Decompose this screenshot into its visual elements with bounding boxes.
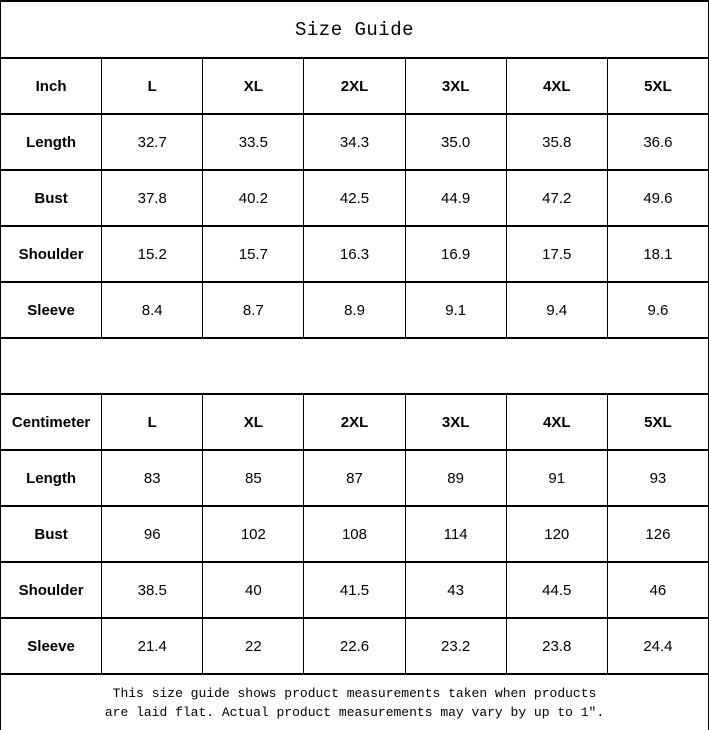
- measurement-value: 114: [405, 506, 506, 562]
- cm-unit-header: Centimeter: [1, 394, 102, 450]
- size-column-header-xl: XL: [203, 394, 304, 450]
- measurement-value: 23.8: [506, 618, 607, 674]
- measurement-value: 9.4: [506, 282, 607, 338]
- measurement-value: 126: [607, 506, 708, 562]
- measurement-value: 42.5: [304, 170, 405, 226]
- measurement-value: 9.6: [607, 282, 708, 338]
- measurement-value: 41.5: [304, 562, 405, 618]
- title-row: [1, 1, 709, 58]
- table-row-inch-shoulder: [1, 226, 709, 282]
- measurement-value: 40: [203, 562, 304, 618]
- measurement-value: 37.8: [102, 170, 203, 226]
- table-gap-row: [1, 338, 709, 394]
- measurement-value: 83: [102, 450, 203, 506]
- inch-unit-header: Inch: [1, 58, 102, 114]
- measurement-value: 34.3: [304, 114, 405, 170]
- measurement-value: 8.4: [102, 282, 203, 338]
- measurement-value: 44.9: [405, 170, 506, 226]
- measurement-value: 33.5: [203, 114, 304, 170]
- measurement-value: 15.2: [102, 226, 203, 282]
- footer-note-line-1: This size guide shows product measurements taken when products: [112, 685, 597, 701]
- footer-note-line-2: are laid flat. Actual product measurements may vary by up to 1″.: [104, 704, 605, 720]
- measurement-label: Sleeve: [1, 618, 102, 674]
- measurement-value: 46: [607, 562, 708, 618]
- measurement-value: 8.7: [203, 282, 304, 338]
- measurement-value: 89: [405, 450, 506, 506]
- measurement-value: 91: [506, 450, 607, 506]
- table-row-cm-shoulder: [1, 562, 709, 618]
- measurement-value: 40.2: [203, 170, 304, 226]
- table-row-cm-length: [1, 450, 709, 506]
- measurement-value: 16.9: [405, 226, 506, 282]
- measurement-value: 32.7: [102, 114, 203, 170]
- table-row-cm-bust: [1, 506, 709, 562]
- measurement-value: 24.4: [607, 618, 708, 674]
- measurement-label: Shoulder: [1, 562, 102, 618]
- measurement-label: Bust: [1, 170, 102, 226]
- inch-header-row: [1, 58, 709, 114]
- measurement-value: 93: [607, 450, 708, 506]
- size-column-header-l: L: [102, 394, 203, 450]
- measurement-label: Bust: [1, 506, 102, 562]
- table-row-inch-bust: [1, 170, 709, 226]
- measurement-label: Length: [1, 450, 102, 506]
- measurement-value: 9.1: [405, 282, 506, 338]
- size-column-header-3xl: 3XL: [405, 58, 506, 114]
- footer-note: [1, 674, 709, 730]
- measurement-value: 22: [203, 618, 304, 674]
- measurement-value: 16.3: [304, 226, 405, 282]
- measurement-value: 44.5: [506, 562, 607, 618]
- measurement-label: Sleeve: [1, 282, 102, 338]
- measurement-value: 38.5: [102, 562, 203, 618]
- measurement-value: 102: [203, 506, 304, 562]
- measurement-value: 36.6: [607, 114, 708, 170]
- measurement-value: 87: [304, 450, 405, 506]
- size-column-header-4xl: 4XL: [506, 58, 607, 114]
- measurement-value: 8.9: [304, 282, 405, 338]
- table-row-inch-length: [1, 114, 709, 170]
- measurement-value: 15.7: [203, 226, 304, 282]
- size-column-header-5xl: 5XL: [607, 58, 708, 114]
- size-column-header-l: L: [102, 58, 203, 114]
- table-gap: [1, 338, 709, 394]
- size-column-header-xl: XL: [203, 58, 304, 114]
- measurement-value: 23.2: [405, 618, 506, 674]
- measurement-value: 43: [405, 562, 506, 618]
- measurement-value: 108: [304, 506, 405, 562]
- cm-header-row: [1, 394, 709, 450]
- size-column-header-2xl: 2XL: [304, 58, 405, 114]
- measurement-label: Shoulder: [1, 226, 102, 282]
- size-column-header-3xl: 3XL: [405, 394, 506, 450]
- size-column-header-2xl: 2XL: [304, 394, 405, 450]
- table-row-cm-sleeve: [1, 618, 709, 674]
- size-column-header-5xl: 5XL: [607, 394, 708, 450]
- measurement-value: 17.5: [506, 226, 607, 282]
- measurement-value: 49.6: [607, 170, 708, 226]
- measurement-value: 120: [506, 506, 607, 562]
- measurement-value: 47.2: [506, 170, 607, 226]
- size-column-header-4xl: 4XL: [506, 394, 607, 450]
- footer-row: [1, 674, 709, 730]
- page-title: Size Guide: [1, 1, 709, 58]
- measurement-value: 21.4: [102, 618, 203, 674]
- measurement-value: 35.0: [405, 114, 506, 170]
- table-row-inch-sleeve: [1, 282, 709, 338]
- measurement-value: 85: [203, 450, 304, 506]
- measurement-value: 18.1: [607, 226, 708, 282]
- measurement-value: 22.6: [304, 618, 405, 674]
- measurement-value: 96: [102, 506, 203, 562]
- measurement-label: Length: [1, 114, 102, 170]
- measurement-value: 35.8: [506, 114, 607, 170]
